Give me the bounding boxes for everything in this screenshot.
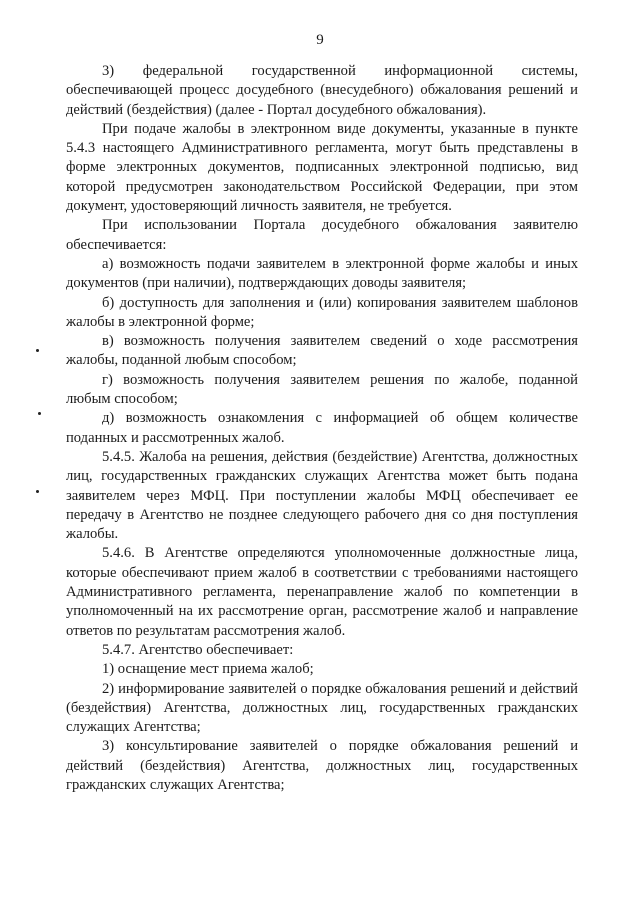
- paragraph-item-a: а) возможность подачи заявителем в электронной форме жалобы и иных документов (при наличии), подтверждающих доводы заявителя;: [66, 255, 578, 292]
- paragraph-item-g: г) возможность получения заявителем решения по жалобе, поданной любым способом;: [66, 371, 578, 408]
- paragraph-item-3-consulting: 3) консультирование заявителей о порядке обжалования решений и действий (бездействия) Агентства, должностных лиц, государственных гражданских служащих Агентства;: [66, 738, 578, 793]
- document-body: [66, 62, 578, 795]
- paragraph-5-4-7: 5.4.7. Агентство обеспечивает:: [102, 641, 294, 658]
- paragraph-item-3: 3) федеральной государственной информационной системы, обеспечивающей процесс досудебного (внесудебного) обжалования решений и действий (бездействия) (далее - Портал досудебного обжалования).: [66, 63, 578, 118]
- paragraph-5-4-6: 5.4.6. В Агентстве определяются уполномоченные должностные лица, которые обеспечивают прием жалоб в соответствии с требованиями настоящего Административного регламента, перенаправление жалоб по компетенции в уполномоченный на их рассмотрение орган, рассмотрение жалоб и направление ответов по результатам рассмотрения жалоб.: [66, 545, 578, 639]
- paragraph-5-4-5: 5.4.5. Жалоба на решения, действия (бездействие) Агентства, должностных лиц, государственных гражданских служащих Агентства может быть подана заявителем через МФЦ. При поступлении жалобы МФЦ обеспечивает ее передачу в Агентство не позднее следующего рабочего дня со дня поступления жалобы.: [66, 448, 578, 543]
- paragraph-portal-provides: При использовании Портала досудебного обжалования заявителю обеспечивается:: [66, 217, 578, 253]
- paragraph-item-b: б) доступность для заполнения и (или) копирования заявителем шаблонов жалобы в электронной форме;: [66, 294, 578, 330]
- paragraph-electronic-submission: При подаче жалобы в электронном виде документы, указанные в пункте 5.4.3 настоящего Административного регламента, могут быть представлены в форме электронных документов, подписанных электронной подписью, вид которой предусмотрен законодательством Российской Федерации, при этом документ, удостоверяющий личность заявителя, не требуется.: [66, 120, 578, 215]
- paragraph-item-1: 1) оснащение мест приема жалоб;: [102, 661, 314, 678]
- paragraph-item-2: 2) информирование заявителей о порядке обжалования решений и действий (бездействия) Агентства, должностных лиц, государственных гражданских служащих Агентства;: [66, 680, 578, 736]
- page-number: 9: [316, 32, 324, 48]
- paragraph-item-d: д) возможность ознакомления с информацией об общем количестве поданных и рассмотренных жалоб.: [66, 410, 578, 446]
- margin-mark: [36, 349, 39, 352]
- margin-mark: [38, 412, 41, 415]
- margin-mark: [36, 490, 39, 493]
- paragraph-item-v: в) возможность получения заявителем сведений о ходе рассмотрения жалобы, поданной любым способом;: [66, 333, 578, 369]
